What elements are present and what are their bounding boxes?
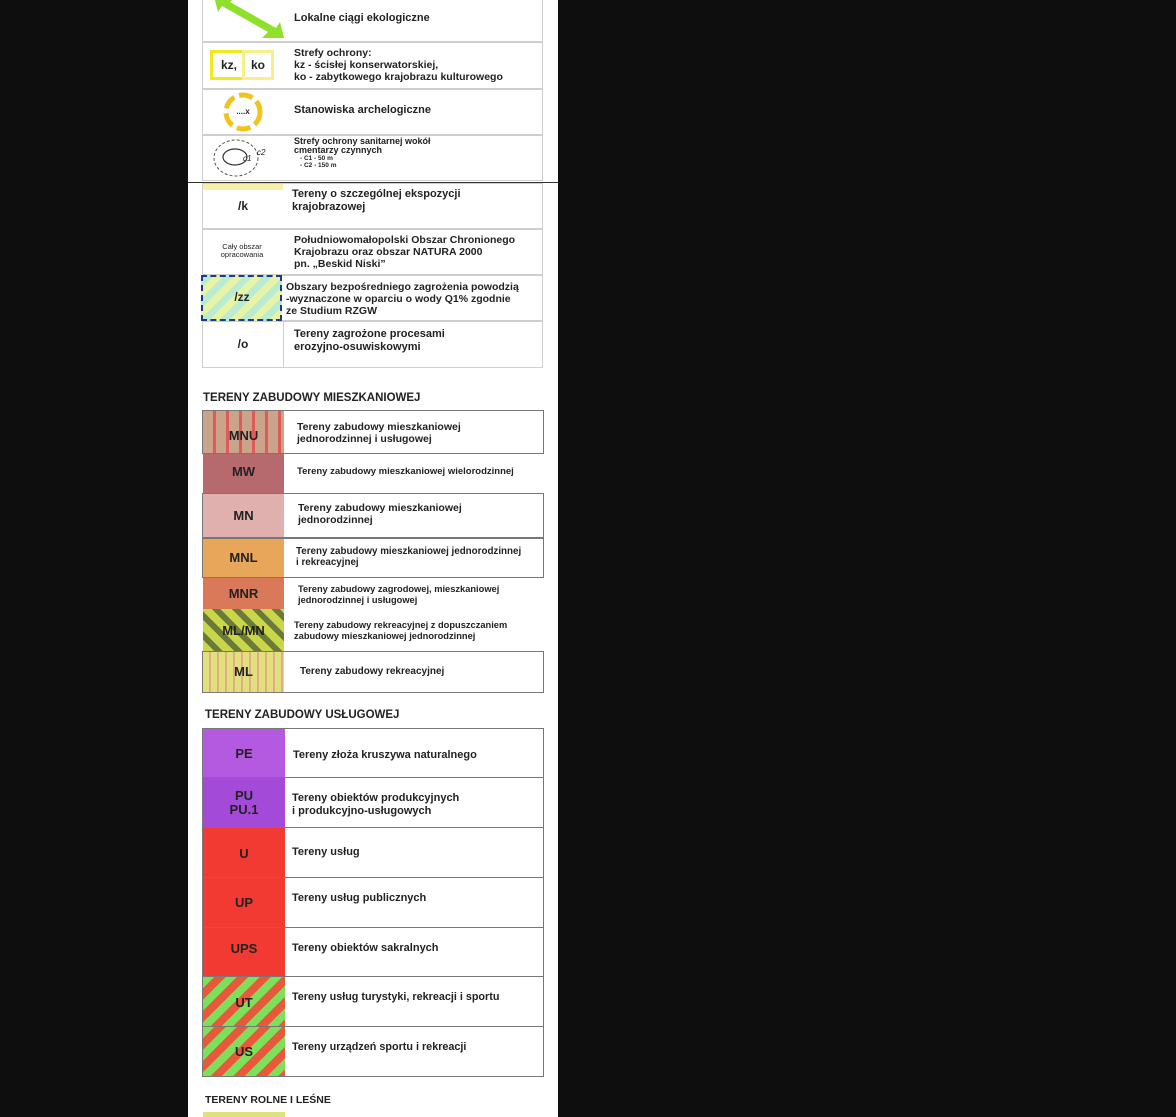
legend-desc-mn: Tereny zabudowy mieszkaniowej jednorodzinnej: [298, 501, 462, 526]
agri-swatch-top: [203, 1112, 285, 1117]
legend-desc-ut: Tereny usług turystyki, rekreacji i sportu: [292, 990, 500, 1003]
legend-desc-erosion: Tereny zagrożone procesami erozyjno-osuwiskowymi: [294, 328, 445, 353]
legend-page: [188, 0, 558, 1117]
legend-desc-us: Tereny urządzeń sportu i rekreacji: [292, 1040, 467, 1053]
erosion-row-separator: [283, 322, 284, 367]
residential-heading: TERENY ZABUDOWY MIESZKANIOWEJ: [203, 392, 421, 404]
archaeological-symbol: ....x: [236, 106, 250, 116]
kz-symbol: kz,: [220, 58, 237, 72]
erosion-symbol: /o: [237, 337, 249, 351]
ups-symbol: UPS: [230, 940, 258, 956]
ut-symbol: UT: [235, 994, 253, 1010]
us-symbol: US: [234, 1043, 254, 1059]
cemetery-zone-icon: [210, 137, 270, 179]
mw-symbol: MW: [231, 463, 256, 479]
legend-desc-mw: Tereny zabudowy mieszkaniowej wielorodzinnej: [297, 465, 514, 477]
ecological-corridor-arrow-icon: [206, 0, 284, 40]
landscape-exposure-symbol: /k: [237, 199, 248, 213]
mnr-symbol: MNR: [228, 585, 259, 601]
pu-symbol: PU PU.1: [229, 787, 259, 817]
legend-desc-archaeological: Stanowiska archelogiczne: [294, 103, 431, 116]
legend-desc-pe: Tereny złoża kruszywa naturalnego: [293, 748, 477, 761]
c1-label: c1: [243, 154, 252, 163]
legend-desc-cemetery-zones: Strefy ochrony sanitarnej wokół cmentarzy czynnych - C1 - 50 m - C2 - 150 m: [294, 136, 431, 169]
legend-desc-up: Tereny usług publicznych: [292, 891, 427, 904]
mnu-symbol: MNU: [228, 427, 259, 443]
services-heading: TERENY ZABUDOWY USŁUGOWEJ: [205, 709, 400, 721]
legend-desc-protection-zones: Strefy ochrony: kz - ścisłej konserwatorskiej, ko - zabytkowego krajobrazu kulturowego: [294, 46, 503, 84]
legend-desc-protected-landscape: Południowomałopolski Obszar Chronionego Krajobrazu oraz obszar NATURA 2000 pn. „Beskid Niski”: [294, 233, 516, 271]
flood-hazard-symbol: /zz: [234, 290, 250, 304]
whole-area-symbol: Cały obszar opracowania: [220, 241, 264, 259]
legend-desc-ml: Tereny zabudowy rekreacyjnej: [300, 666, 445, 678]
legend-desc-pu: Tereny obiektów produkcyjnych i produkcyjno-usługowych: [292, 792, 460, 817]
legend-desc-mnl: Tereny zabudowy mieszkaniowej jednorodzinnej i rekreacyjnej: [296, 545, 522, 568]
legend-desc-u: Tereny usług: [292, 845, 360, 858]
c2-label: c2: [257, 148, 266, 157]
up-symbol: UP: [234, 894, 254, 910]
ml-mn-symbol: ML/MN: [222, 622, 265, 638]
ml-symbol: ML: [234, 663, 253, 679]
legend-desc-mnr: Tereny zabudowy zagrodowej, mieszkaniowej jednorodzinnej i usługowej: [298, 584, 500, 605]
legend-desc-ml-mn: Tereny zabudowy rekreacyjnej z dopuszczaniem zabudowy mieszkaniowej jednorodzinnej: [294, 620, 508, 641]
mnl-symbol: MNL: [229, 549, 258, 565]
agri-heading: TERENY ROLNE I LEŚNE: [205, 1094, 331, 1106]
mn-symbol: MN: [233, 507, 254, 523]
legend-desc-ups: Tereny obiektów sakralnych: [292, 941, 439, 954]
pe-symbol: PE: [235, 745, 253, 761]
legend-desc-landscape-exposure: Tereny o szczególnej ekspozycji krajobrazowej: [292, 188, 461, 213]
landscape-exposure-band: [203, 184, 283, 190]
legend-desc-ecological: Lokalne ciągi ekologiczne: [294, 11, 430, 24]
ko-symbol: ko: [250, 58, 265, 72]
u-symbol: U: [239, 845, 249, 861]
legend-desc-flood-hazard: Obszary bezpośredniego zagrożenia powodzią -wyznaczone w oparciu o wody Q1% zgodnie ze Studium RZGW: [286, 280, 519, 318]
legend-desc-mnu: Tereny zabudowy mieszkaniowej jednorodzinnej i usługowej: [297, 420, 461, 445]
